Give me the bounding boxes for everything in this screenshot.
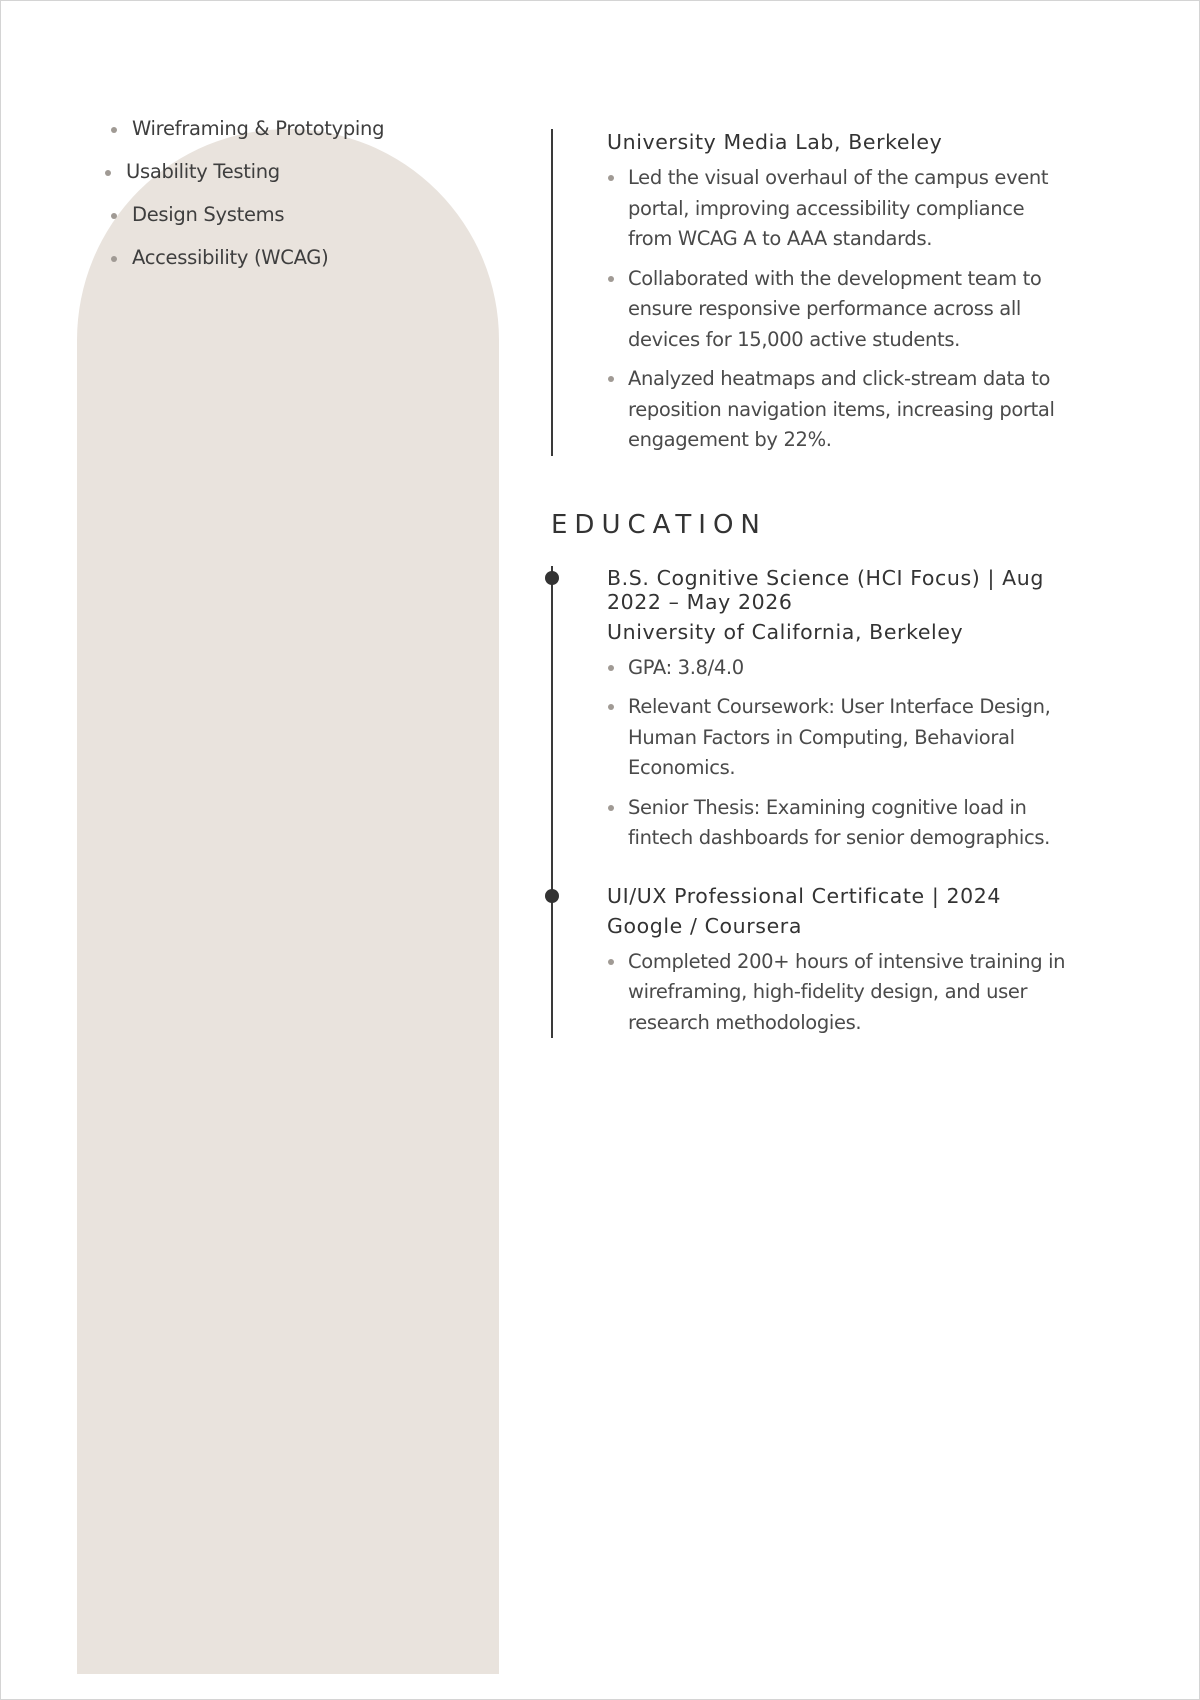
institution-name: Google / Coursera	[607, 913, 802, 938]
experience-bullets	[607, 163, 1071, 456]
education-entry	[607, 884, 1071, 1039]
education-entry	[607, 566, 1071, 854]
skill-item: Usability Testing	[126, 160, 384, 184]
education-heading: EDUCATION	[551, 509, 767, 540]
education-timeline	[551, 566, 1071, 1039]
list-item: Completed 200+ hours of intensive training in wireframing, high-fidelity design, and user research methodologies.	[607, 947, 1071, 1039]
list-item: Analyzed heatmaps and click-stream data to reposition navigation items, increasing portal engagement by 22%.	[607, 364, 1071, 456]
list-item: Led the visual overhaul of the campus event portal, improving accessibility compliance from WCAG A to AAA standards.	[607, 163, 1071, 255]
list-item: GPA: 3.8/4.0	[607, 653, 1071, 684]
timeline-dot	[545, 571, 559, 585]
degree-title: UI/UX Professional Certificate | 2024	[607, 883, 1002, 908]
education-bullets	[607, 653, 1071, 854]
list-item: Collaborated with the development team to ensure responsive performance across all devices for 15,000 active students.	[607, 264, 1071, 356]
institution-name: University of California, Berkeley	[607, 619, 964, 644]
education-bullets	[607, 947, 1071, 1039]
timeline-dot	[545, 889, 559, 903]
main-column	[551, 129, 1071, 1038]
sidebar-arch	[77, 117, 499, 1674]
skill-item: Accessibility (WCAG)	[132, 246, 384, 270]
list-item: Relevant Coursework: User Interface Design, Human Factors in Computing, Behavioral Economics.	[607, 692, 1071, 784]
list-item: Senior Thesis: Examining cognitive load in fintech dashboards for senior demographics.	[607, 793, 1071, 854]
skills-list	[77, 117, 384, 289]
skill-item: Wireframing & Prototyping	[132, 117, 385, 140]
experience-organization: University Media Lab, Berkeley	[607, 130, 943, 154]
skill-item: Design Systems	[132, 203, 384, 227]
experience-timeline	[551, 129, 1071, 456]
degree-title: B.S. Cognitive Science (HCI Focus) | Aug 2022 – May 2026	[607, 565, 1044, 614]
